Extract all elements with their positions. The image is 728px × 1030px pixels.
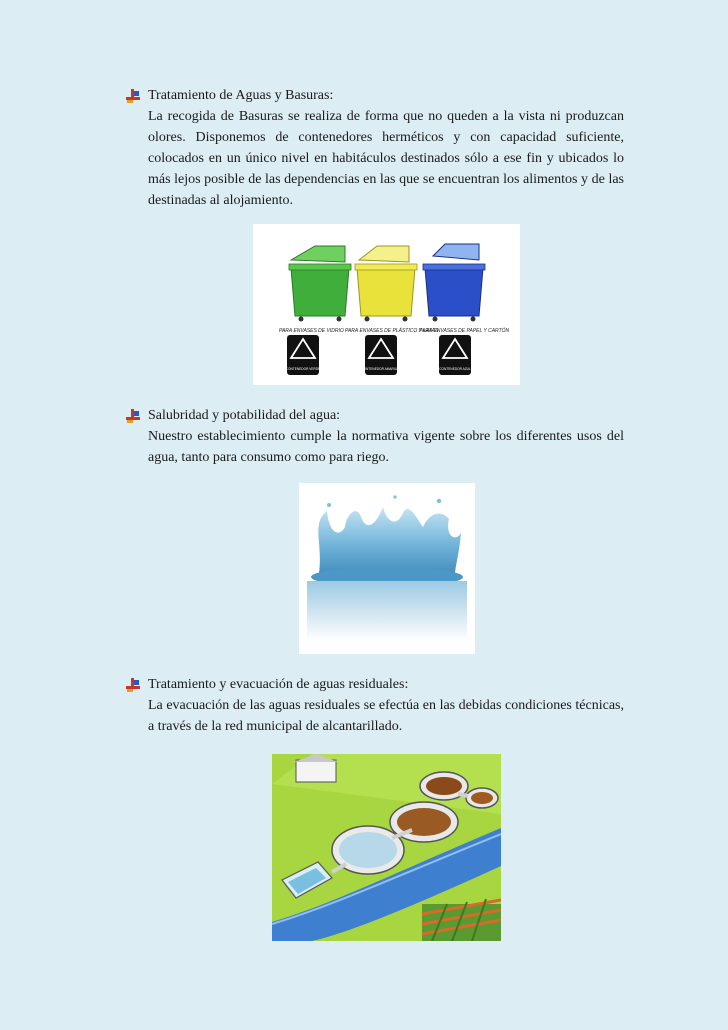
section-heading [126,674,624,695]
bullet-icon [126,89,140,103]
heading-text: Salubridad y potabilidad del agua: [148,408,341,423]
section-body: La evacuación de las aguas residuales se efectúa en las debidas condiciones técnicas, a través de la red municipal de alcantarillado. [148,698,624,734]
caption-paper: PARA ENVASES DE PAPEL Y CARTÓN [419,328,510,334]
section-body: Nuestro establecimiento cumple la normativa vigente sobre los diferentes usos del agua, tanto para consumo como para riego. [148,429,624,465]
heading-text: Tratamiento de Aguas y Basuras: [148,88,334,103]
water-splash-image [299,483,475,654]
bullet-icon [126,409,140,423]
green-container-icon [289,246,351,322]
caption-plastic: PARA ENVASES DE PLÁSTICO Y LATAS [345,328,439,334]
wastewater-treatment-image [272,754,501,941]
section-body: La recogida de Basuras se realiza de forma que no queden a la vista ni produzcan olores. Disponemos de contenedores herméticos y con capacidad suficiente, colocados en un único nivel en habitáculos destinados sólo a ese fin y ubicados lo más lejos posible de las dependencias en las que se encuentran los alimentos y de las destinadas al alojamiento. [148,109,624,208]
section-aguas-basuras [126,85,624,211]
bullet-icon [126,678,140,692]
blue-container-icon [423,244,485,322]
yellow-container-icon [355,246,417,322]
caption-glass: PARA ENVASES DE VIDRIO [279,328,344,334]
section-aguas-residuales [126,674,624,737]
section-heading [126,85,624,106]
label-blue: CONTENEDOR AZUL [439,367,471,371]
section-heading [126,405,624,426]
label-yellow: CONTENEDOR AMARILLO [361,367,401,371]
section-salubridad [126,405,624,468]
recycling-containers-image [253,224,520,385]
heading-text: Tratamiento y evacuación de aguas residuales: [148,677,409,692]
label-green: CONTENEDOR VERDE [285,367,321,371]
